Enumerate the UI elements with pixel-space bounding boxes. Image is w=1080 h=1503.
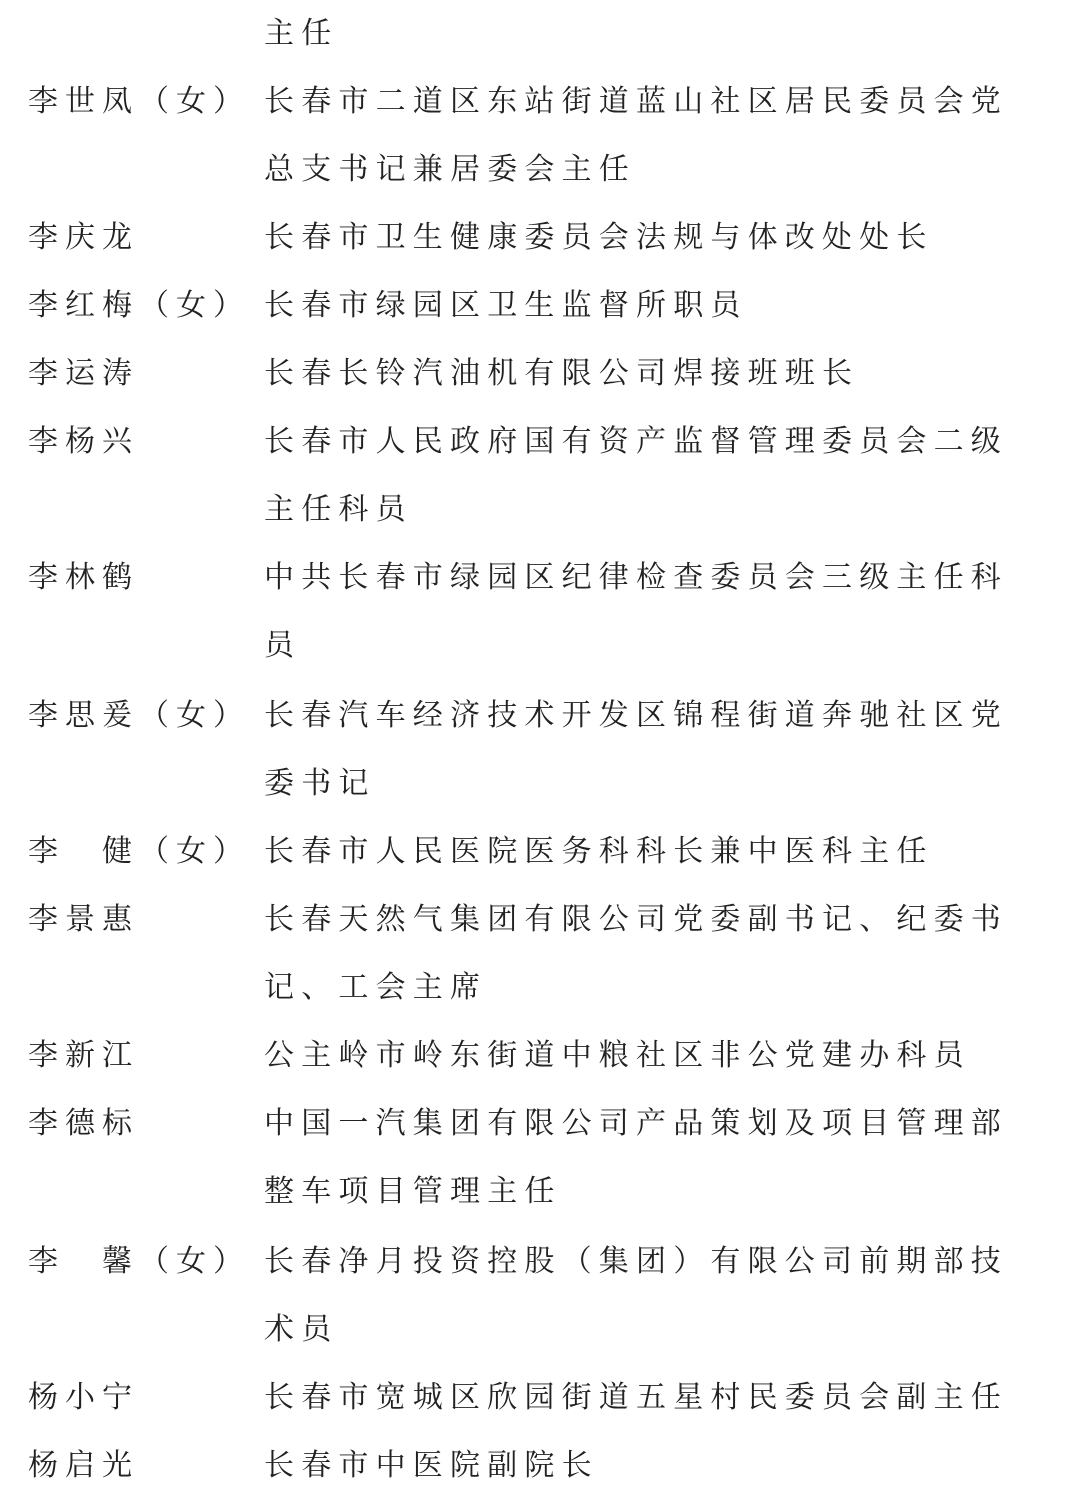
position-line: 长春市二道区东站街道蓝山社区居民委员会党 [264, 84, 1008, 119]
person-name: 李景惠 [28, 902, 139, 937]
position-line: 术员 [264, 1312, 339, 1347]
position-line: 记、工会主席 [264, 970, 488, 1005]
position-line: 长春汽车经济技术开发区锦程街道奔驰社区党 [264, 698, 1008, 733]
person-name: 李德标 [28, 1106, 139, 1141]
position-line: 长春市中医院副院长 [264, 1448, 599, 1483]
person-name: 杨启光 [28, 1448, 139, 1483]
position-line: 主任 [264, 16, 339, 51]
person-name: 李杨兴 [28, 424, 139, 459]
person-name: 李 馨（女） [28, 1244, 250, 1279]
person-name: 李林鹤 [28, 560, 139, 595]
position-line: 主任科员 [264, 492, 413, 527]
position-line: 长春市绿园区卫生监督所职员 [264, 288, 748, 323]
position-line: 公主岭市岭东街道中粮社区非公党建办科员 [264, 1038, 971, 1073]
position-line: 长春天然气集团有限公司党委副书记、纪委书 [264, 902, 1008, 937]
position-line: 中国一汽集团有限公司产品策划及项目管理部 [264, 1106, 1008, 1141]
position-line: 长春净月投资控股（集团）有限公司前期部技 [264, 1244, 1008, 1279]
position-line: 长春长铃汽油机有限公司焊接班班长 [264, 356, 860, 391]
position-line: 员 [264, 628, 302, 663]
position-line: 总支书记兼居委会主任 [264, 152, 636, 187]
person-name: 李红梅（女） [28, 288, 250, 323]
person-name: 李运涛 [28, 356, 139, 391]
position-line: 长春市卫生健康委员会法规与体改处处长 [264, 220, 934, 255]
position-line: 长春市人民医院医务科科长兼中医科主任 [264, 834, 934, 869]
position-line: 中共长春市绿园区纪律检查委员会三级主任科 [264, 560, 1008, 595]
position-line: 长春市人民政府国有资产监督管理委员会二级 [264, 424, 1008, 459]
position-line: 长春市宽城区欣园街道五星村民委员会副主任 [264, 1380, 1008, 1415]
position-line: 整车项目管理主任 [264, 1174, 562, 1209]
person-name: 李思爰（女） [28, 698, 250, 733]
person-name: 杨小宁 [28, 1380, 139, 1415]
person-name: 李 健（女） [28, 834, 250, 869]
person-name: 李新江 [28, 1038, 139, 1073]
person-name: 李庆龙 [28, 220, 139, 255]
position-line: 委书记 [264, 766, 376, 801]
person-name: 李世凤（女） [28, 84, 250, 119]
